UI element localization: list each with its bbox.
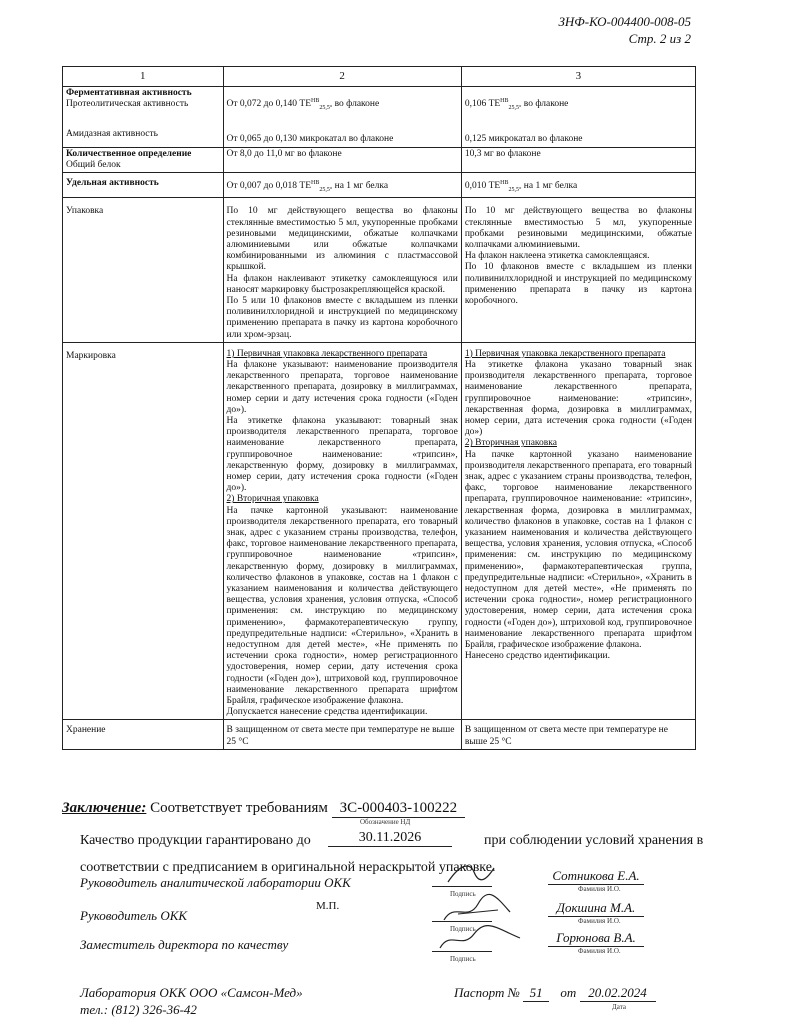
proteolytic-result-tail: во флаконе	[521, 99, 569, 110]
amidase-result: 0,125 микрокатал во флаконе	[464, 134, 583, 145]
passport	[454, 985, 656, 1002]
signature-caption-lab-head: Подпись	[450, 890, 476, 898]
amidase-norm: От 0,065 до 0,130 микрокатал во флаконе	[226, 134, 394, 145]
proteolytic-norm	[227, 96, 458, 114]
signature-name-deputy-director: Горюнова В.А.	[548, 930, 644, 947]
passport-date: 20.02.2024	[580, 985, 656, 1002]
marking-norm-p1: На флаконе указывают: наименование производителя лекарственного препарата, торговое наименование лекарственного препарата, дозировку в миллиграммах, номер серии и дату истечения срока годности («Годен до»).	[226, 359, 458, 415]
enzyme-activity-row	[63, 87, 696, 147]
signature-scribble-deputy-director	[436, 922, 526, 956]
proteolytic-activity-label: Протеолитическая активность	[66, 99, 189, 110]
enzyme-activity-title-cell	[63, 87, 224, 147]
footer-lab-name: Лаборатория ОКК ООО «Самсон-Мед»	[80, 985, 303, 1000]
marking-result-primary-heading: 1) Первичная упаковка лекарственного препарата	[464, 348, 666, 359]
column-number-3: 3	[461, 67, 695, 87]
conclusion-label: Заключение:	[62, 800, 147, 816]
specific-activity-title-cell	[63, 173, 224, 198]
specific-result-tail: на 1 мг белка	[521, 181, 578, 192]
proteolytic-norm-value: От 0,072 до 0,140 ТЕ	[226, 99, 311, 110]
marking-norm-secondary-heading: 2) Вторичная упаковка	[226, 494, 319, 505]
guarantee-prefix: Качество продукции гарантировано до	[80, 833, 311, 848]
marking-norm-primary-heading: 1) Первичная упаковка лекарственного препарата	[226, 348, 428, 359]
specific-norm-value: От 0,007 до 0,018 ТЕ	[226, 181, 311, 192]
signature-role-okk-head: Руководитель ОКК	[80, 908, 187, 923]
marking-norm-p3: На пачке картонной указывают: наименование производителя лекарственного препарата, его товарный знак, адрес с указанием страны производства, телефон, факс, торговое наименование лекарственного препарата, группировочное наименование «трипсин», лекарственную форму, дозировку в миллиграммах, количество флаконов в упаковке, состав на 1 флакон с указанием наименования и количества действующего вещества, условия хранения, условия отпуска, «Способ применения: см. инструкцию по медицинскому применению», фармакотерапевтическую группу, предупредительные надписи: «Стерильно», «Хранить в недоступном для детей месте», «Не применять по истечении срока годности», номер регистрационного удостоверения, номер серии, дату истечения срока годности («Годен до»), штриховой код, группировочное наименование лекарственного препарата шрифтом Брайля, графическое изображение флакона.	[226, 505, 458, 707]
specific-result-sub: 25,5°	[508, 187, 522, 194]
packaging-norm-p2: На флакон наклеивают этикетку самоклеящуюся или наносят маркировку быстрозакрепляющейся краской.	[226, 273, 458, 295]
guarantee-date: 30.11.2026	[328, 830, 452, 847]
specific-norm-sub: 25,5°	[319, 187, 333, 194]
marking-result-p3: Нанесено средство идентификации.	[464, 651, 610, 662]
signature-scribble-okk-head	[438, 892, 518, 926]
marking-result-secondary-heading: 2) Вторичная упаковка	[464, 438, 557, 449]
signature-scribble-lab-head	[440, 858, 500, 888]
passport-label: Паспорт №	[454, 985, 520, 1000]
total-protein-result: 10,3 мг во флаконе	[461, 147, 695, 172]
proteolytic-norm-sup: HB	[311, 98, 320, 105]
amidase-activity-label: Амидазная активность	[66, 128, 159, 139]
proteolytic-result-sup: HB	[500, 98, 509, 105]
guarantee-line2: соответствии с предписанием в оригинальной нераскрытой упаковке.	[80, 860, 496, 875]
storage-row	[63, 720, 696, 749]
specific-activity-norm-cell	[223, 173, 461, 198]
packaging-title: Упаковка	[63, 198, 224, 342]
marking-row	[63, 342, 696, 720]
passport-from: от	[560, 985, 577, 1000]
specific-activity-result	[465, 178, 692, 196]
specific-norm-tail: на 1 мг белка	[332, 181, 389, 192]
packaging-row	[63, 198, 696, 342]
conclusion	[62, 800, 465, 818]
enzyme-activity-norm-cell	[223, 87, 461, 147]
name-caption-lab-head: Фамилия И.О.	[578, 885, 621, 893]
specific-result-sup: HB	[500, 180, 509, 187]
column-number-2: 2	[223, 67, 461, 87]
quantitative-title-cell	[63, 147, 224, 172]
specification-table	[62, 66, 696, 750]
marking-title: Маркировка	[63, 342, 224, 720]
signature-name-lab-head: Сотникова Е.А.	[548, 868, 644, 885]
storage-norm: В защищенном от света месте при температуре не выше 25 °С	[223, 720, 461, 749]
specific-norm-sup: HB	[311, 180, 320, 187]
proteolytic-result-value: 0,106 ТЕ	[464, 99, 501, 110]
footer-phone: тел.: (812) 326-36-42	[80, 1002, 197, 1017]
column-number-row	[63, 67, 696, 87]
total-protein-label: Общий белок	[66, 159, 121, 170]
packaging-result-p3: По 10 флаконов вместе с вкладышем из пленки поливинилхлоридной и инструкцией по медицинскому применению препарата в пачку из картона коробочного.	[464, 262, 692, 306]
passport-date-caption: Дата	[612, 1003, 626, 1011]
name-caption-deputy-director: Фамилия И.О.	[578, 947, 621, 955]
marking-result-p1: На этикетке флакона указано товарный знак производителя лекарственного препарата, торговое наименование лекарственного препарата, группировочное наименование: «трипсин», лекарственная форма, дозировка в миллиграммах, номер серии, дата истечения срока годности («Годен до»)	[464, 359, 692, 438]
proteolytic-result-sub: 25,5°	[508, 105, 522, 112]
packaging-norm-cell	[223, 198, 461, 342]
signature-role-deputy-director: Заместитель директора по качеству	[80, 937, 289, 952]
page-number: Стр. 2 из 2	[628, 31, 691, 46]
marking-result-cell	[461, 342, 695, 720]
document-code: ЗНФ-КО-004400-008-05	[558, 14, 691, 29]
marking-norm-p2: На этикетке флакона указывают: товарный знак производителя лекарственного препарата, торговое наименование лекарственного препарата, группировочное наименование: «трипсин», лекарственную форму, дозировку в миллиграммах, номер серии, дату истечения срока годности («Годен до»).	[226, 415, 458, 494]
marking-norm-p4: Допускается нанесение средства идентификации.	[226, 707, 428, 718]
packaging-result-p2: На флакон наклеена этикетка самоклеящаяся.	[464, 251, 650, 262]
proteolytic-norm-sub: 25,5°	[319, 105, 333, 112]
stamp-placeholder: М.П.	[316, 900, 340, 912]
storage-title: Хранение	[63, 720, 224, 749]
passport-number: 51	[523, 985, 549, 1002]
total-protein-norm: От 8,0 до 11,0 мг во флаконе	[223, 147, 461, 172]
specific-activity-result-cell	[461, 173, 695, 198]
reference-caption: Обозначение НД	[360, 818, 411, 826]
signature-caption-deputy-director: Подпись	[450, 955, 476, 963]
conclusion-reference: ЗС-000403-100222	[332, 800, 466, 818]
column-number-1: 1	[63, 67, 224, 87]
enzyme-activity-title: Ферментативная активность	[66, 88, 192, 99]
specific-activity-norm	[227, 178, 458, 196]
packaging-norm-p3: По 5 или 10 флаконов вместе с вкладышем из пленки поливинилхлоридной и инструкцией по медицинскому применению препарата в пачку из картона коробочного или хром-эрзац.	[226, 295, 458, 340]
quantitative-row	[63, 147, 696, 172]
marking-result-p2: На пачке картонной указано наименование производителя лекарственного препарата, его товарный знак, адрес с указанием страны производства, телефон, факс, торговое наименование лекарственного препарата, группировочное наименование: «трипсин», лекарственная форма, дозировка в миллиграммах, количество флаконов в упаковке, состав на 1 флакон с указанием наименования и количества действующего вещества, условия хранения, условия отпуска, «Способ применения: см. инструкцию по медицинскому применению», фармакотерапевтическая группа, предупредительные надписи: «Стерильно», «Хранить в недоступном для детей месте», «Не применять по истечении срока годности», номер регистрационного удостоверения, номер серии, дата истечения срока годности («Годен до»), штриховой код, группировочное наименование лекарственного препарата шрифтом Брайля, графическое изображение флакона.	[464, 449, 692, 651]
name-caption-okk-head: Фамилия И.О.	[578, 917, 621, 925]
proteolytic-norm-tail: во флаконе	[332, 99, 380, 110]
packaging-result-p1: По 10 мг действующего вещества во флаконы стеклянные вместимостью 5 мл, укупоренные пробками резиновыми медицинскими, обжатые колпачками алюминиевыми.	[464, 206, 692, 250]
marking-norm-cell	[223, 342, 461, 720]
conclusion-text: Соответствует требованиям	[146, 800, 328, 816]
guarantee-suffix: при соблюдении условий хранения в	[484, 833, 704, 848]
signature-caption-okk-head: Подпись	[450, 925, 476, 933]
packaging-norm-p1: По 10 мг действующего вещества во флаконы стеклянные вместимостью 5 мл, укупоренные пробками резиновыми медицинскими, обжатые колпачками алюминиевыми или обжатые колпачками комбинированными из алюминия с пластмассовой крышкой.	[226, 206, 458, 273]
specific-activity-title: Удельная активность	[66, 178, 159, 189]
enzyme-activity-result-cell	[461, 87, 695, 147]
proteolytic-result	[465, 96, 692, 114]
storage-result: В защищенном от света месте при температуре не выше 25 °С	[461, 720, 695, 749]
quantitative-title: Количественное определение	[66, 148, 192, 159]
packaging-result-cell	[461, 198, 695, 342]
specific-result-value: 0,010 ТЕ	[464, 181, 501, 192]
signature-name-okk-head: Докшина М.А.	[548, 900, 644, 917]
specific-activity-row	[63, 173, 696, 198]
signature-role-lab-head: Руководитель аналитической лаборатории ОКК	[80, 875, 351, 890]
